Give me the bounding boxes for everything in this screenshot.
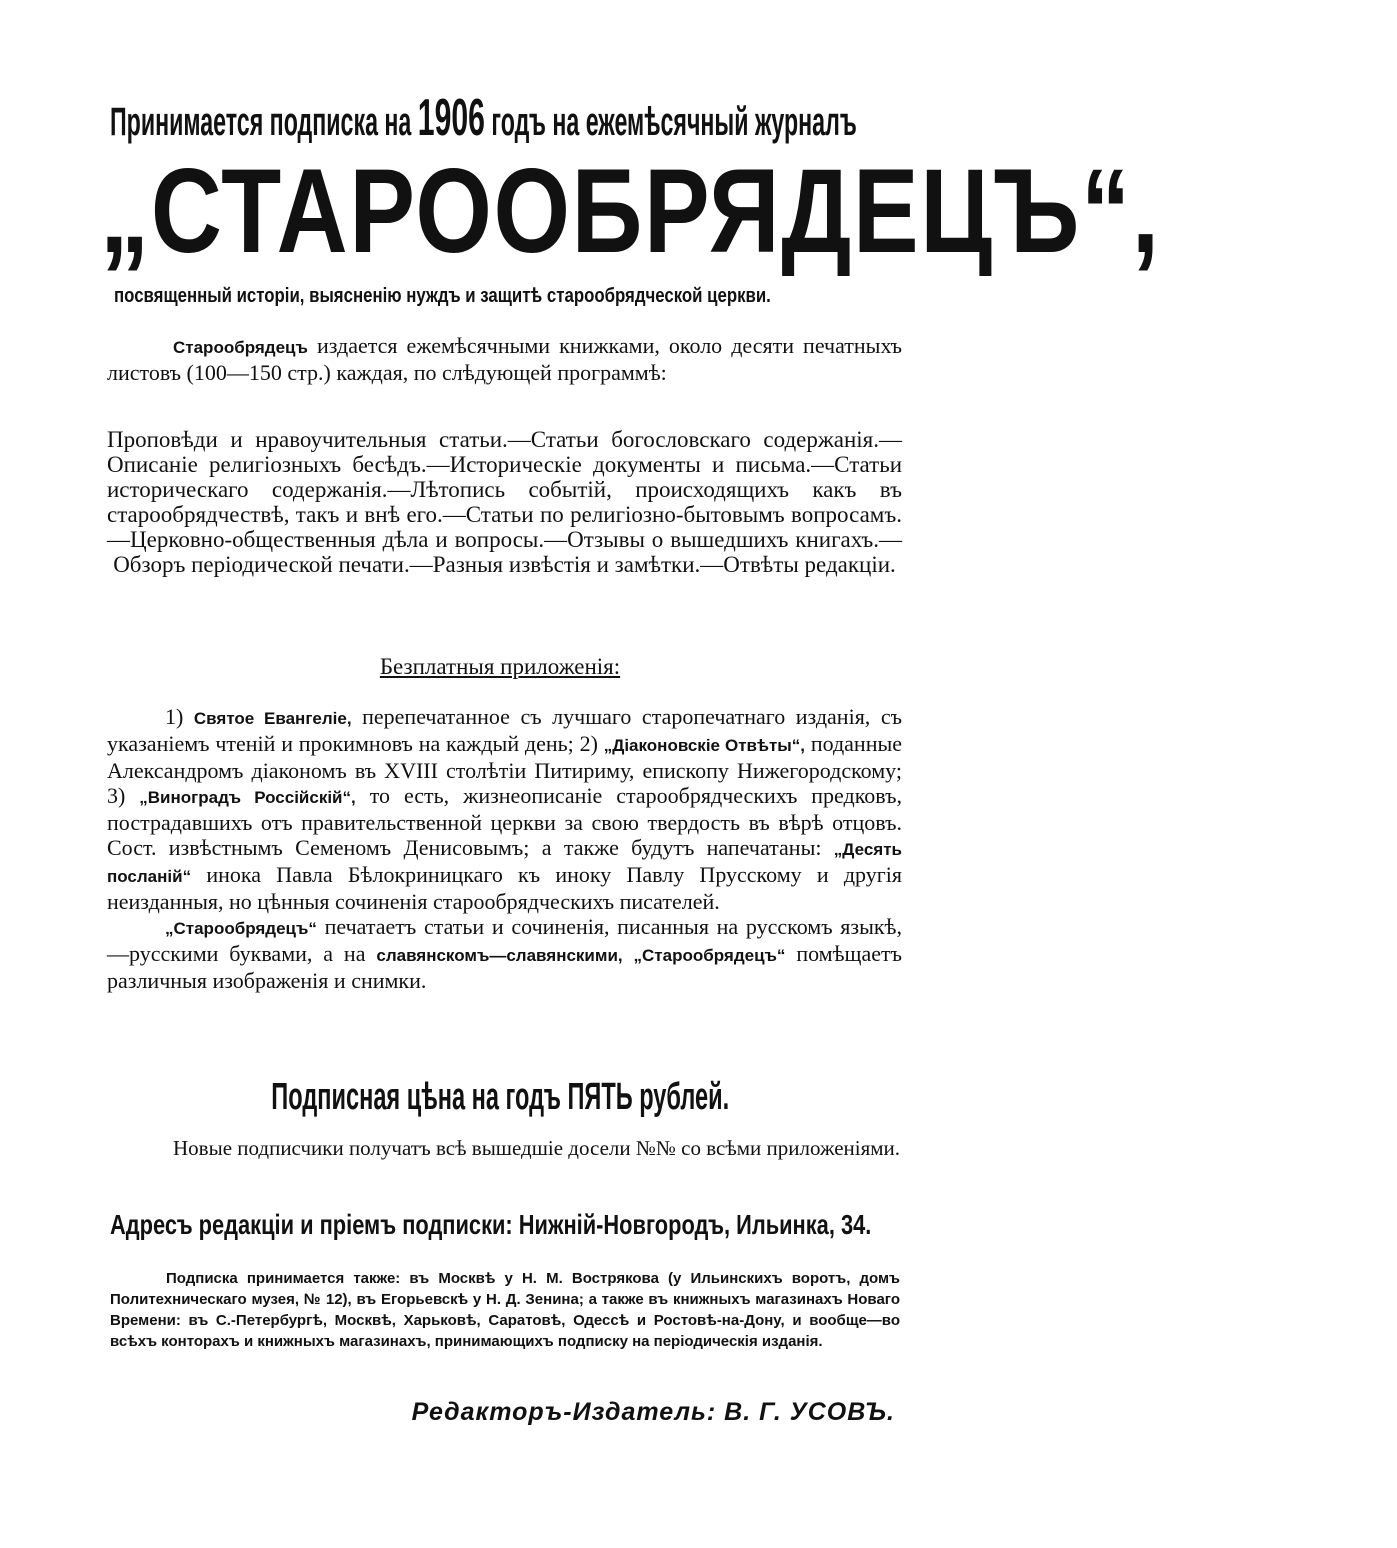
headline-before: Принимается подписка на [110, 100, 412, 144]
editor-signature: Редакторъ-Издатель: В. Г. УСОВЪ. [411, 1398, 895, 1426]
intro-text: издается ежемѣсячными книжками, около десяти печатныхъ листовъ (100—150 стр.) каждая, по слѣдующей программѣ: [107, 333, 903, 385]
subscription-locations: Подписка принимается также: въ Москвѣ у Н. М. Вострякова (у Ильинскихъ воротъ, домъ Политехническаго музея, № 12), въ Егорьевскѣ у Н. Д. Зенина; а также въ книжныхъ магазинахъ Новаго Времени: въ С.-Петербургѣ, Москвѣ, Харьковѣ, Саратовѣ, Одессѣ и Ростовѣ-на-Дону, и вообще—во всѣхъ конторахъ и книжныхъ магазинахъ, принимающихъ подписку на періодическія изданія. [110, 1270, 900, 1350]
supplement-4-title: „Десять посланій“ [107, 840, 902, 886]
language-note-journal-name: „Старообрядецъ“ [165, 919, 317, 938]
headline-year: 1906 [417, 89, 485, 147]
language-note [107, 914, 902, 993]
supplement-1-title: Святое Евангеліе, [193, 709, 352, 728]
intro-paragraph [107, 333, 902, 385]
program-paragraph: Проповѣди и нравоучительныя статьи.—Статьи богословскаго содержанія.—Описаніе религіозныхъ бесѣдъ.—Историческіе документы и письма.—Статьи историческаго содержанія.—Лѣтопись событій, происходящихъ какъ въ старообрядчествѣ, такъ и внѣ его.—Статьи по религіозно-бытовымъ вопросамъ.—Церковно-общественныя дѣла и вопросы.—Отзывы о вышедшихъ книгахъ.—Обзоръ періодической печати.—Разныя извѣстія и замѣтки.—Отвѣты редакціи. [107, 427, 902, 577]
new-subscribers-note: Новые подписчики получатъ всѣ вышедшіе досели №№ со всѣми приложеніями. [173, 1136, 901, 1160]
journal-subtitle-text: посвященный исторіи, выясненію нуждъ и защитѣ старообрядческой церкви. [114, 285, 771, 307]
supplement-4-text: инока Павла Бѣлокриницкаго къ иноку Павлу Прусскому и другія неизданныя, но цѣнныя сочиненія старообрядческихъ писателей. [107, 862, 902, 914]
supplement-1-text: перепечатанное съ лучшаго старопечатнаго изданія, съ указаніемъ чтеній и прокимновъ на каждый день; [107, 704, 903, 756]
journal-title [100, 144, 1161, 278]
free-supplements-heading [0, 654, 1000, 680]
subscription-headline [110, 88, 910, 148]
supplements-list [107, 704, 902, 914]
language-note-text-b: помѣщаетъ различныя изображенія и снимки. [107, 941, 902, 993]
supplement-2-number: 2) [579, 731, 598, 756]
supplement-3-number: 3) [107, 783, 126, 808]
language-note-journal-name-b: „Старообрядецъ“ [633, 946, 786, 965]
subscription-price-text: Подписная цѣна на годъ ПЯТЬ рублей. [271, 1076, 729, 1118]
supplement-3-title: „Виноградъ Россійскій“, [139, 788, 356, 807]
editorial-address [110, 1207, 910, 1243]
language-note-slavonic: славянскомъ—славянскими, [376, 946, 623, 965]
subscription-price [0, 1072, 1000, 1122]
supplement-2-text: поданные Александромъ діакономъ въ XVIII столѣтіи Питириму, епископу Нижегородскому; [107, 731, 903, 783]
supplements-section [107, 704, 902, 993]
journal-subtitle [114, 282, 914, 310]
address-value: Нижній-Новгородъ, Ильинка, 34. [518, 1209, 872, 1240]
supplement-2-title: „Діаконовскіе Отвѣты“, [603, 736, 806, 755]
supplement-3-text: то есть, жизнеописаніе старообрядческихъ предковъ, пострадавшихъ отъ правительственной церкви за свою твердость въ вѣрѣ отцовъ. Сост. извѣстнымъ Семеномъ Денисовымъ; а также будутъ напечатаны: [107, 783, 902, 860]
address-label: Адресъ редакціи и пріемъ подписки: [110, 1209, 513, 1240]
headline-after: годъ на ежемѣсячный журналъ [491, 100, 857, 144]
supplement-1-number: 1) [165, 704, 184, 729]
intro-journal-name: Старообрядецъ [173, 338, 308, 357]
journal-title-text: „СТАРООБРЯДЕЦЪ“, [100, 144, 1161, 278]
language-note-text-a: печатаетъ статьи и сочиненія, писанныя на русскомъ языкѣ,—русскими буквами, а на [107, 914, 902, 966]
free-supplements-heading-text: Безплатныя приложенія: [379, 654, 621, 679]
